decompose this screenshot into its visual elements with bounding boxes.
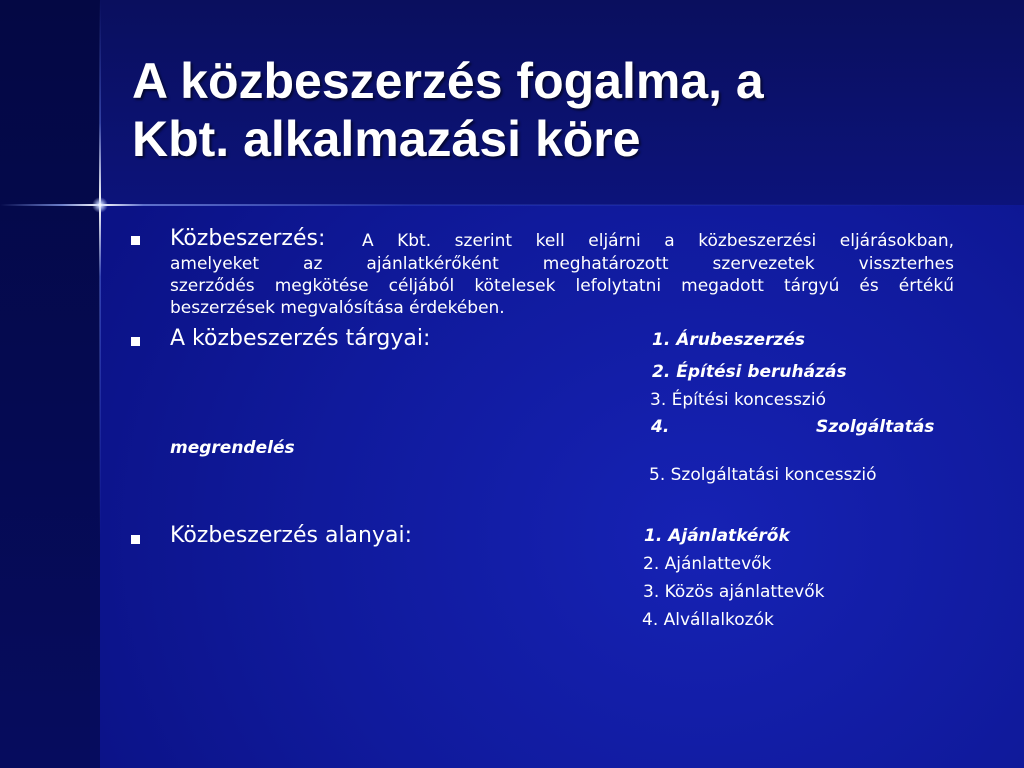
targyai-item-2: 2. Építési beruházás bbox=[652, 362, 847, 382]
decorative-horizontal-line bbox=[0, 204, 1024, 206]
decorative-vertical-line bbox=[99, 0, 101, 768]
targyai-label: A közbeszerzés tárgyai: bbox=[170, 326, 431, 351]
definition-line-2: amelyeket az ajánlatkérőként meghatározott szervezetek visszterhes bbox=[170, 254, 954, 274]
slide-title bbox=[132, 52, 992, 168]
targyai-item-4-continued: megrendelés bbox=[170, 438, 295, 458]
alanyai-item-3: 3. Közös ajánlattevők bbox=[643, 582, 825, 602]
alanyai-item-4: 4. Alvállalkozók bbox=[642, 610, 774, 630]
targyai-item-5: 5. Szolgáltatási koncesszió bbox=[649, 465, 877, 485]
bullet-square-icon bbox=[131, 337, 140, 346]
alanyai-item-1: 1. Ajánlatkérők bbox=[644, 526, 790, 546]
sparkle-icon bbox=[92, 197, 108, 213]
definition-line-3: szerződés megkötése céljából kötelesek lefolytatni megadott tárgyú és értékű bbox=[170, 276, 954, 296]
alanyai-label: Közbeszerzés alanyai: bbox=[170, 523, 413, 548]
definition-term: Közbeszerzés: bbox=[170, 226, 326, 251]
definition-line-4: beszerzések megvalósítása érdekében. bbox=[170, 298, 505, 318]
targyai-item-4-word: Szolgáltatás bbox=[816, 417, 935, 437]
targyai-item-3: 3. Építési koncesszió bbox=[650, 390, 826, 410]
bullet-square-icon bbox=[131, 236, 140, 245]
definition-line-1: A Kbt. szerint kell eljárni a közbeszerzési eljárásokban, bbox=[362, 231, 954, 251]
targyai-item-1: 1. Árubeszerzés bbox=[652, 330, 806, 350]
targyai-item-4-number: 4. bbox=[651, 417, 670, 437]
slide-title-line-1: A közbeszerzés fogalma, a bbox=[132, 53, 764, 109]
bullet-square-icon bbox=[131, 535, 140, 544]
background-left-panel bbox=[0, 0, 100, 768]
slide-title-line-2: Kbt. alkalmazási köre bbox=[132, 111, 641, 167]
alanyai-item-2: 2. Ajánlattevők bbox=[643, 554, 772, 574]
